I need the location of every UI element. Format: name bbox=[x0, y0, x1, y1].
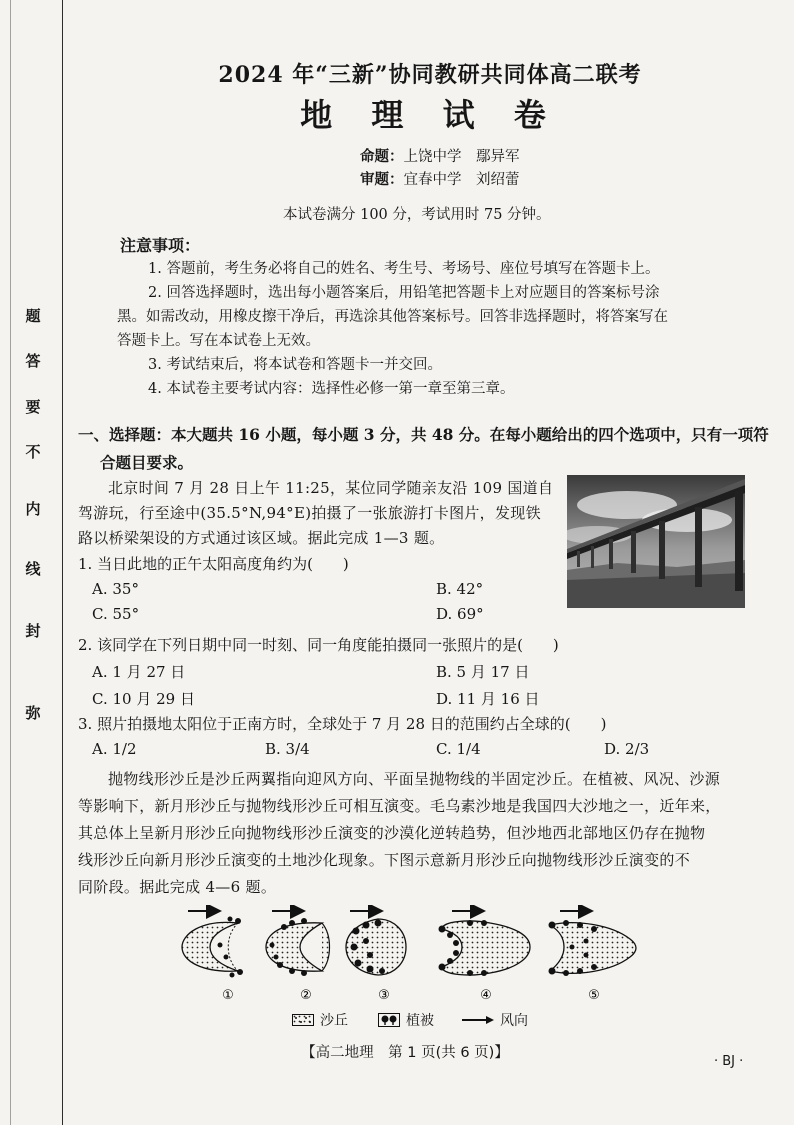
notice-line-6: 4. 本试卷主要考试内容：选择性必修一第一章至第三章。 bbox=[148, 381, 515, 397]
q2-option-d: D. 11 月 16 日 bbox=[436, 690, 540, 708]
notice-line-3: 黑。如需改动，用橡皮擦干净后，再选涂其他答案标号。回答非选择题时，将答案写在 bbox=[117, 309, 668, 325]
dune-legend-icon bbox=[292, 1014, 314, 1026]
notice-line-2: 2. 回答选择题时，选出每小题答案后，用铅笔把答题卡上对应题目的答案标号涂 bbox=[148, 285, 660, 301]
dune-stage-1 bbox=[182, 911, 243, 978]
binding-char-5: 不 bbox=[25, 443, 41, 461]
binding-char-2: 封 bbox=[25, 622, 41, 640]
exam-title: 2024 年“三新”协同教研共同体高二联考 bbox=[218, 62, 642, 88]
section-heading-line-2: 合题目要求。 bbox=[100, 453, 194, 472]
stage-label-1: ① bbox=[222, 988, 234, 1003]
q1-option-a: A. 35° bbox=[92, 580, 139, 598]
passage2-line-5: 同阶段。据此完成 4—6 题。 bbox=[78, 878, 277, 896]
passage1-line-2: 驾游玩，行至途中(35.5°N,94°E)拍摄了一张旅游打卡图片，发现铁 bbox=[78, 504, 541, 522]
binding-char-7: 答 bbox=[25, 352, 41, 370]
q1-option-b: B. 42° bbox=[436, 580, 484, 598]
exam-info: 本试卷满分 100 分，考试用时 75 分钟。 bbox=[283, 207, 551, 223]
q2-stem: 2. 该同学在下列日期中同一时刻、同一角度能拍摄同一张照片的是( ) bbox=[78, 636, 559, 654]
wind-arrow-icon bbox=[462, 1015, 494, 1025]
page-footer: 【高二地理 第 1 页(共 6 页)】 bbox=[301, 1045, 509, 1061]
q1-option-d: D. 69° bbox=[436, 605, 484, 623]
setter-line bbox=[360, 145, 520, 166]
passage2-line-3: 其总体上呈新月形沙丘向抛物线形沙丘演变的沙漠化逆转趋势，但沙地西北部地区仍存在抛物 bbox=[78, 824, 706, 842]
notice-line-5: 3. 考试结束后，将本试卷和答题卡一并交回。 bbox=[148, 357, 442, 373]
q3-option-a: A. 1/2 bbox=[92, 740, 137, 758]
subject-title: 地 理 试 卷 bbox=[300, 96, 560, 134]
binding-char-8: 题 bbox=[25, 307, 41, 325]
q1-option-c: C. 55° bbox=[92, 605, 140, 623]
binding-char-3: 线 bbox=[25, 560, 41, 578]
dune-stage-2 bbox=[266, 911, 330, 976]
dune-stage-5 bbox=[549, 911, 637, 976]
vegetation-legend-icon bbox=[378, 1013, 400, 1027]
q3-option-b: B. 3/4 bbox=[265, 740, 310, 758]
passage2-line-1: 抛物线形沙丘是沙丘两翼指向迎风方向、平面呈抛物线的半固定沙丘。在植被、风况、沙源 bbox=[108, 770, 721, 788]
notice-line-1: 1. 答题前，考生务必将自己的姓名、考生号、考场号、座位号填写在答题卡上。 bbox=[148, 261, 660, 277]
passage2-line-4: 线形沙丘向新月形沙丘演变的土地沙化现象。下图示意新月形沙丘向抛物线形沙丘演变的不 bbox=[78, 851, 691, 869]
stage-label-2: ② bbox=[300, 988, 312, 1003]
q1-stem: 1. 当日此地的正午太阳高度角约为( ) bbox=[78, 555, 349, 573]
bridge-photo bbox=[567, 475, 745, 608]
passage1-line-1: 北京时间 7 月 28 日上午 11:25，某位同学随亲友沿 109 国道自 bbox=[108, 479, 554, 497]
corner-mark: · BJ · bbox=[714, 1054, 744, 1069]
binding-char-6: 要 bbox=[25, 398, 41, 416]
passage1-line-3: 路以桥梁架设的方式通过该区域。据此完成 1—3 题。 bbox=[78, 529, 445, 547]
q2-option-a: A. 1 月 27 日 bbox=[92, 663, 186, 681]
legend-dune bbox=[292, 1010, 348, 1030]
q2-option-b: B. 5 月 17 日 bbox=[436, 663, 530, 681]
notice-line-4: 答题卡上。写在本试卷上无效。 bbox=[117, 333, 320, 349]
reviewer-line bbox=[360, 168, 520, 189]
binding-char-1: 弥 bbox=[25, 704, 41, 722]
q3-option-d: D. 2/3 bbox=[604, 740, 650, 758]
stage-label-3: ③ bbox=[378, 988, 390, 1003]
binding-line bbox=[62, 0, 63, 1125]
legend-vegetation bbox=[378, 1010, 434, 1030]
passage2-line-2: 等影响下，新月形沙丘与抛物线形沙丘可相互演变。毛乌素沙地是我国四大沙地之一，近年来， bbox=[78, 797, 721, 815]
reviewer-label: 审题： bbox=[360, 172, 404, 188]
dune-stage-4 bbox=[439, 911, 531, 976]
section-heading bbox=[78, 421, 778, 477]
dune-evolution-diagram bbox=[180, 905, 640, 1010]
notice-heading: 注意事项： bbox=[120, 236, 201, 255]
dune-stage-3 bbox=[346, 911, 406, 975]
q2-option-c: C. 10 月 29 日 bbox=[92, 690, 195, 708]
q3-option-c: C. 1/4 bbox=[436, 740, 481, 758]
page-edge-line bbox=[10, 0, 11, 1125]
legend-wind-label: 风向 bbox=[500, 1013, 528, 1029]
legend-dune-label: 沙丘 bbox=[320, 1013, 348, 1029]
legend-vegetation-label: 植被 bbox=[406, 1013, 434, 1029]
setter-value: 上饶中学 鄢异军 bbox=[403, 149, 520, 165]
q3-stem: 3. 照片拍摄地太阳位于正南方时，全球处于 7 月 28 日的范围约占全球的( ) bbox=[78, 715, 607, 733]
reviewer-value: 宜春中学 刘绍蕾 bbox=[403, 172, 520, 188]
binding-char-4: 内 bbox=[25, 500, 41, 518]
stage-label-4: ④ bbox=[480, 988, 492, 1003]
stage-label-5: ⑤ bbox=[588, 988, 600, 1003]
section-heading-line-1: 一、选择题：本大题共 16 小题，每小题 3 分，共 48 分。在每小题给出的四个选项中，只有一项符 bbox=[78, 425, 769, 444]
legend-wind bbox=[462, 1010, 528, 1030]
setter-label: 命题： bbox=[360, 149, 404, 165]
